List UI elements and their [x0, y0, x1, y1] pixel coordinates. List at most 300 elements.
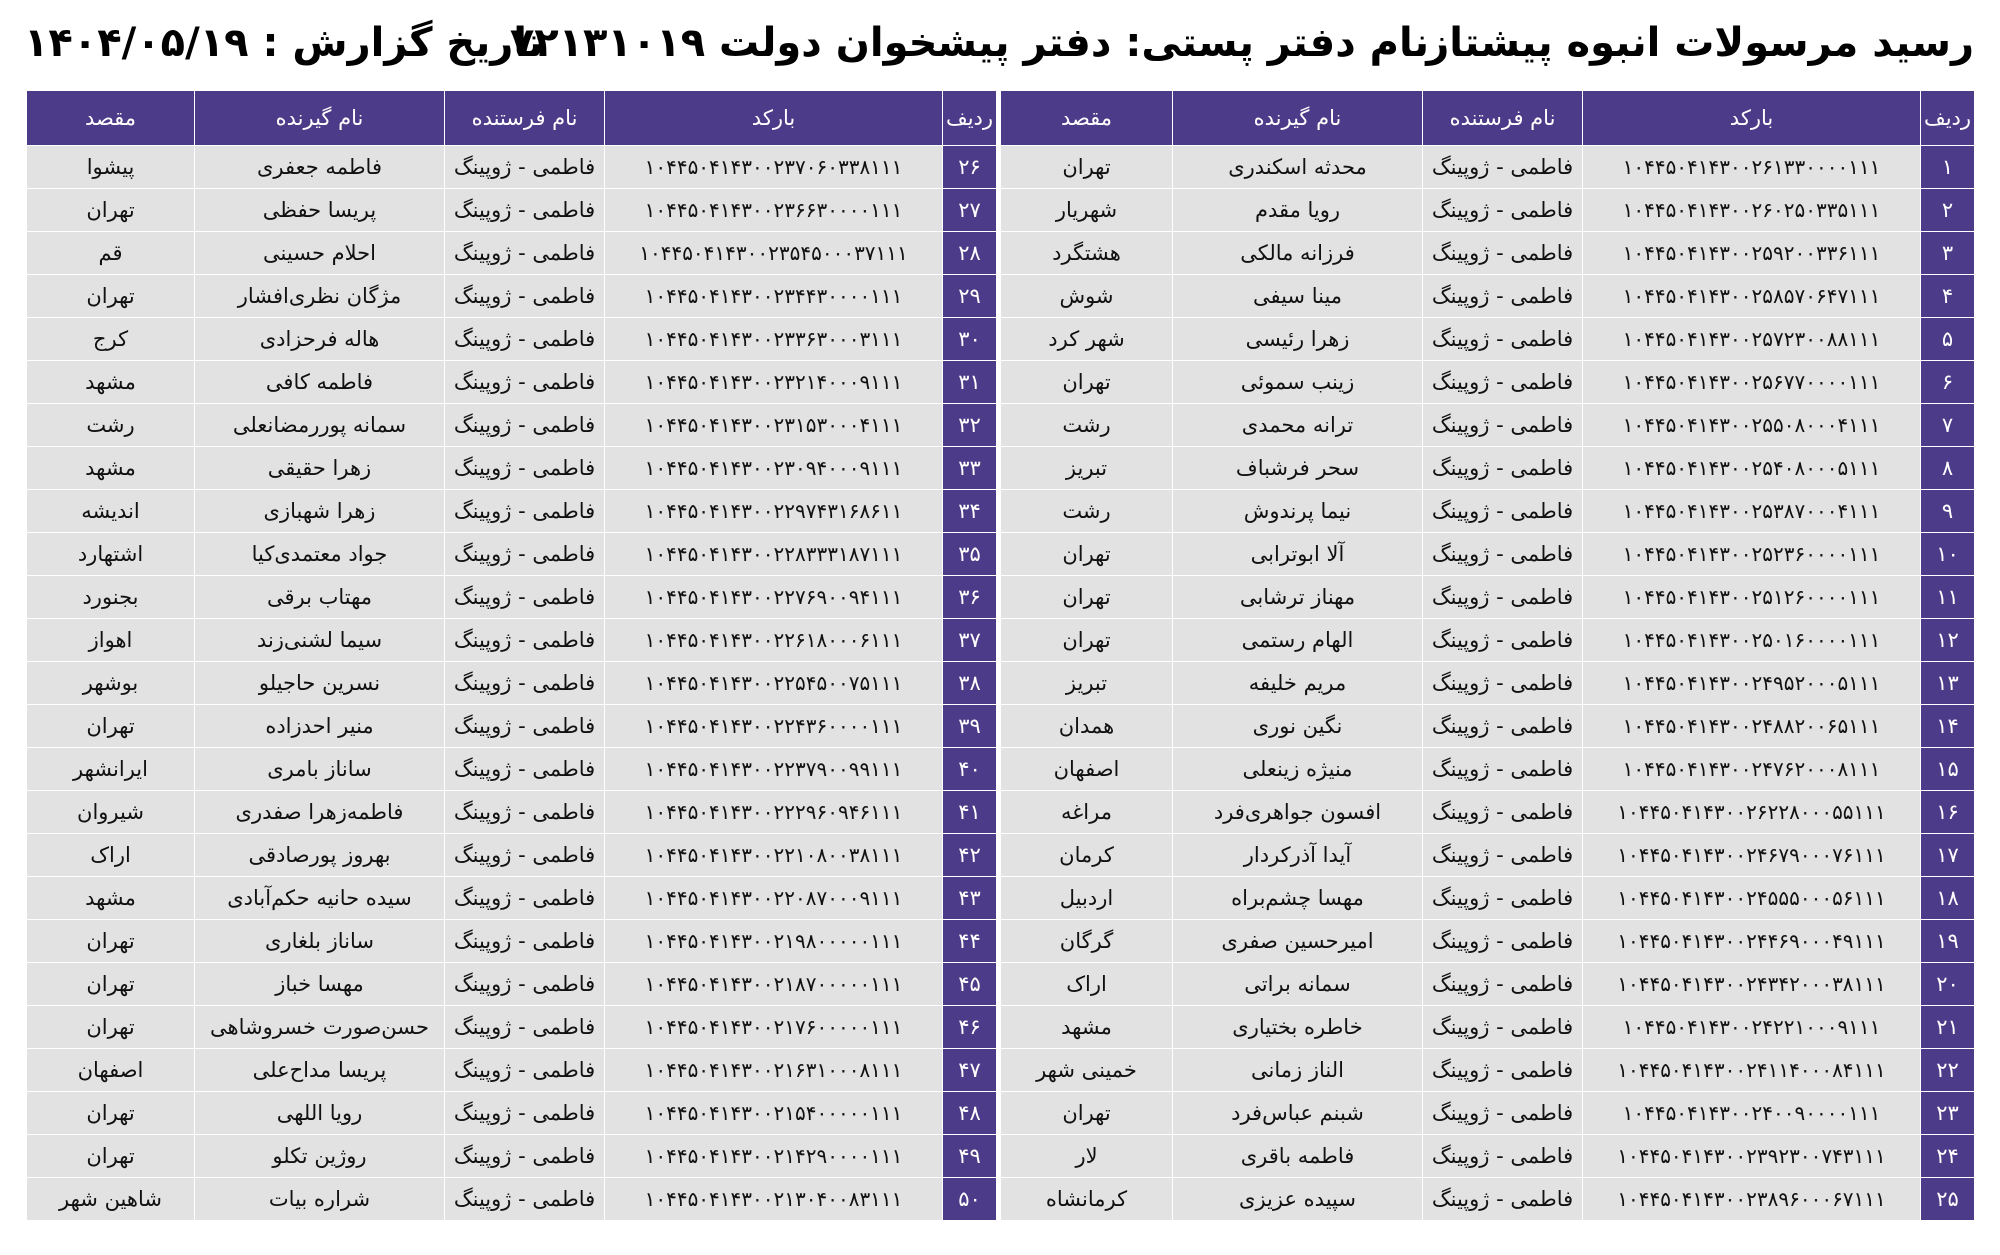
- table-row: [27, 490, 1975, 533]
- barcode-cell: ۱۰۴۴۵۰۴۱۴۳۰۰۲۵۴۰۸۰۰۰۵۱۱۱: [1583, 447, 1921, 490]
- table-row: [27, 705, 1975, 748]
- barcode-cell: ۱۰۴۴۵۰۴۱۴۳۰۰۲۳۹۲۳۰۰۷۴۳۱۱۱: [1583, 1135, 1921, 1178]
- barcode-cell: ۱۰۴۴۵۰۴۱۴۳۰۰۲۲۰۸۷۰۰۰۹۱۱۱: [605, 877, 943, 920]
- sender-cell: فاطمی - ژوپینگ: [1423, 318, 1583, 361]
- table-row: [27, 146, 1975, 189]
- table-row: [27, 404, 1975, 447]
- receiver-cell: نگین نوری: [1173, 705, 1423, 748]
- receiver-cell: الناز زمانی: [1173, 1049, 1423, 1092]
- destination-cell: مشهد: [27, 361, 195, 404]
- receiver-cell: هاله فرحزادی: [195, 318, 445, 361]
- receiver-cell: فاطمه‌زهرا صفدری: [195, 791, 445, 834]
- barcode-cell: ۱۰۴۴۵۰۴۱۴۳۰۰۲۱۷۶۰۰۰۰۰۱۱۱: [605, 1006, 943, 1049]
- column-gap: [997, 361, 1001, 404]
- barcode-cell: ۱۰۴۴۵۰۴۱۴۳۰۰۲۲۴۳۶۰۰۰۰۱۱۱: [605, 705, 943, 748]
- column-gap: [997, 447, 1001, 490]
- column-gap: [997, 834, 1001, 877]
- sender-cell: فاطمی - ژوپینگ: [445, 705, 605, 748]
- barcode-cell: ۱۰۴۴۵۰۴۱۴۳۰۰۲۴۳۴۲۰۰۰۳۸۱۱۱: [1583, 963, 1921, 1006]
- row-number-cell: ۳۱: [943, 361, 997, 404]
- receiver-cell: نسرین حاجیلو: [195, 662, 445, 705]
- row-number-cell: ۱۷: [1921, 834, 1975, 877]
- column-gap: [997, 662, 1001, 705]
- row-number-cell: ۳۵: [943, 533, 997, 576]
- destination-cell: شوش: [1001, 275, 1173, 318]
- sender-cell: فاطمی - ژوپینگ: [1423, 404, 1583, 447]
- table-row: [27, 533, 1975, 576]
- row-number-cell: ۲۸: [943, 232, 997, 275]
- receiver-cell: سحر فرشباف: [1173, 447, 1423, 490]
- sender-cell: فاطمی - ژوپینگ: [445, 834, 605, 877]
- sender-cell: فاطمی - ژوپینگ: [445, 1049, 605, 1092]
- destination-cell: رشت: [27, 404, 195, 447]
- barcode-cell: ۱۰۴۴۵۰۴۱۴۳۰۰۲۱۸۷۰۰۰۰۰۱۱۱: [605, 963, 943, 1006]
- column-gap: [997, 619, 1001, 662]
- barcode-cell: ۱۰۴۴۵۰۴۱۴۳۰۰۲۴۱۱۴۰۰۰۸۴۱۱۱: [1583, 1049, 1921, 1092]
- row-number-cell: ۳: [1921, 232, 1975, 275]
- row-number-cell: ۲۷: [943, 189, 997, 232]
- table-row: [27, 232, 1975, 275]
- table-body: [27, 146, 1975, 1221]
- destination-cell: اراک: [27, 834, 195, 877]
- barcode-cell: ۱۰۴۴۵۰۴۱۴۳۰۰۲۵۰۱۶۰۰۰۰۱۱۱: [1583, 619, 1921, 662]
- sender-cell: فاطمی - ژوپینگ: [1423, 834, 1583, 877]
- destination-cell: اصفهان: [27, 1049, 195, 1092]
- destination-cell: تهران: [27, 1006, 195, 1049]
- header-receiver: نام گیرنده: [1173, 91, 1423, 146]
- row-number-cell: ۵: [1921, 318, 1975, 361]
- sender-cell: فاطمی - ژوپینگ: [1423, 275, 1583, 318]
- sender-cell: فاطمی - ژوپینگ: [1423, 1135, 1583, 1178]
- sender-cell: فاطمی - ژوپینگ: [1423, 920, 1583, 963]
- sender-cell: فاطمی - ژوپینگ: [1423, 533, 1583, 576]
- receiver-cell: الهام رستمی: [1173, 619, 1423, 662]
- column-gap: [997, 877, 1001, 920]
- sender-cell: فاطمی - ژوپینگ: [1423, 619, 1583, 662]
- barcode-cell: ۱۰۴۴۵۰۴۱۴۳۰۰۲۵۶۷۷۰۰۰۰۱۱۱: [1583, 361, 1921, 404]
- barcode-cell: ۱۰۴۴۵۰۴۱۴۳۰۰۲۳۷۰۶۰۳۳۸۱۱۱: [605, 146, 943, 189]
- destination-cell: شیروان: [27, 791, 195, 834]
- receiver-cell: ترانه محمدی: [1173, 404, 1423, 447]
- sender-cell: فاطمی - ژوپینگ: [445, 490, 605, 533]
- receiver-cell: ساناز بامری: [195, 748, 445, 791]
- receiver-cell: سپیده عزیزی: [1173, 1178, 1423, 1221]
- sender-cell: فاطمی - ژوپینگ: [445, 189, 605, 232]
- sender-cell: فاطمی - ژوپینگ: [445, 404, 605, 447]
- receiver-cell: فاطمه کافی: [195, 361, 445, 404]
- barcode-cell: ۱۰۴۴۵۰۴۱۴۳۰۰۲۴۷۶۲۰۰۰۸۱۱۱: [1583, 748, 1921, 791]
- receiver-cell: امیرحسین صفری: [1173, 920, 1423, 963]
- barcode-cell: ۱۰۴۴۵۰۴۱۴۳۰۰۲۲۲۹۶۰۹۴۶۱۱۱: [605, 791, 943, 834]
- sender-cell: فاطمی - ژوپینگ: [445, 533, 605, 576]
- destination-cell: مشهد: [27, 877, 195, 920]
- sender-cell: فاطمی - ژوپینگ: [1423, 490, 1583, 533]
- column-gap: [997, 963, 1001, 1006]
- row-number-cell: ۱۹: [1921, 920, 1975, 963]
- sender-cell: فاطمی - ژوپینگ: [445, 920, 605, 963]
- row-number-cell: ۹: [1921, 490, 1975, 533]
- barcode-cell: ۱۰۴۴۵۰۴۱۴۳۰۰۲۵۷۲۳۰۰۸۸۱۱۱: [1583, 318, 1921, 361]
- receiver-cell: افسون جواهری‌فرد: [1173, 791, 1423, 834]
- barcode-cell: ۱۰۴۴۵۰۴۱۴۳۰۰۲۶۰۲۵۰۳۳۵۱۱۱: [1583, 189, 1921, 232]
- report-title: رسید مرسولات انبوه پیشتاز: [1426, 20, 1974, 66]
- barcode-cell: ۱۰۴۴۵۰۴۱۴۳۰۰۲۱۳۰۴۰۰۸۳۱۱۱: [605, 1178, 943, 1221]
- table-row: [27, 361, 1975, 404]
- destination-cell: تهران: [1001, 576, 1173, 619]
- column-gap: [997, 490, 1001, 533]
- header-sender: نام فرستنده: [445, 91, 605, 146]
- barcode-cell: ۱۰۴۴۵۰۴۱۴۳۰۰۲۵۵۰۸۰۰۰۴۱۱۱: [1583, 404, 1921, 447]
- barcode-cell: ۱۰۴۴۵۰۴۱۴۳۰۰۲۳۸۹۶۰۰۰۶۷۱۱۱: [1583, 1178, 1921, 1221]
- column-gap: [997, 705, 1001, 748]
- sender-cell: فاطمی - ژوپینگ: [445, 619, 605, 662]
- receiver-cell: خاطره بختیاری: [1173, 1006, 1423, 1049]
- row-number-cell: ۲۴: [1921, 1135, 1975, 1178]
- row-number-cell: ۲۲: [1921, 1049, 1975, 1092]
- sender-cell: فاطمی - ژوپینگ: [1423, 232, 1583, 275]
- report-date-value: ۱۴۰۴/۰۵/۱۹: [24, 20, 249, 66]
- sender-cell: فاطمی - ژوپینگ: [1423, 748, 1583, 791]
- destination-cell: تبریز: [1001, 662, 1173, 705]
- row-number-cell: ۴۵: [943, 963, 997, 1006]
- table-row: [27, 963, 1975, 1006]
- barcode-cell: ۱۰۴۴۵۰۴۱۴۳۰۰۲۴۸۸۲۰۰۶۵۱۱۱: [1583, 705, 1921, 748]
- sender-cell: فاطمی - ژوپینگ: [445, 275, 605, 318]
- destination-cell: شهر کرد: [1001, 318, 1173, 361]
- receiver-cell: مهسا خباز: [195, 963, 445, 1006]
- barcode-cell: ۱۰۴۴۵۰۴۱۴۳۰۰۲۴۶۷۹۰۰۰۷۶۱۱۱: [1583, 834, 1921, 877]
- receiver-cell: محدثه اسکندری: [1173, 146, 1423, 189]
- destination-cell: اشتهارد: [27, 533, 195, 576]
- destination-cell: تهران: [27, 963, 195, 1006]
- barcode-cell: ۱۰۴۴۵۰۴۱۴۳۰۰۲۳۳۶۳۰۰۰۳۱۱۱: [605, 318, 943, 361]
- row-number-cell: ۱۵: [1921, 748, 1975, 791]
- destination-cell: کرج: [27, 318, 195, 361]
- barcode-cell: ۱۰۴۴۵۰۴۱۴۳۰۰۲۶۲۲۸۰۰۰۵۵۱۱۱: [1583, 791, 1921, 834]
- table-row: [27, 791, 1975, 834]
- table-row: [27, 1049, 1975, 1092]
- barcode-cell: ۱۰۴۴۵۰۴۱۴۳۰۰۲۲۵۴۵۰۰۷۵۱۱۱: [605, 662, 943, 705]
- destination-cell: مراغه: [1001, 791, 1173, 834]
- sender-cell: فاطمی - ژوپینگ: [445, 1178, 605, 1221]
- column-gap: [997, 533, 1001, 576]
- table-row: [27, 748, 1975, 791]
- row-number-cell: ۸: [1921, 447, 1975, 490]
- barcode-cell: ۱۰۴۴۵۰۴۱۴۳۰۰۲۳۰۹۴۰۰۰۹۱۱۱: [605, 447, 943, 490]
- table-row: [27, 662, 1975, 705]
- row-number-cell: ۳۸: [943, 662, 997, 705]
- barcode-cell: ۱۰۴۴۵۰۴۱۴۳۰۰۲۵۳۸۷۰۰۰۴۱۱۱: [1583, 490, 1921, 533]
- sender-cell: فاطمی - ژوپینگ: [445, 877, 605, 920]
- table-row: [27, 189, 1975, 232]
- sender-cell: فاطمی - ژوپینگ: [1423, 791, 1583, 834]
- barcode-cell: ۱۰۴۴۵۰۴۱۴۳۰۰۲۱۹۸۰۰۰۰۰۱۱۱: [605, 920, 943, 963]
- sender-cell: فاطمی - ژوپینگ: [445, 318, 605, 361]
- sender-cell: فاطمی - ژوپینگ: [1423, 877, 1583, 920]
- receiver-cell: ساناز بلغاری: [195, 920, 445, 963]
- barcode-cell: ۱۰۴۴۵۰۴۱۴۳۰۰۲۴۲۲۱۰۰۰۹۱۱۱: [1583, 1006, 1921, 1049]
- barcode-cell: ۱۰۴۴۵۰۴۱۴۳۰۰۲۳۲۱۴۰۰۰۹۱۱۱: [605, 361, 943, 404]
- table-row: [27, 920, 1975, 963]
- barcode-cell: ۱۰۴۴۵۰۴۱۴۳۰۰۲۵۸۵۷۰۶۴۷۱۱۱: [1583, 275, 1921, 318]
- destination-cell: اهواز: [27, 619, 195, 662]
- header-row-number: ردیف: [1921, 91, 1975, 146]
- row-number-cell: ۳۲: [943, 404, 997, 447]
- barcode-cell: ۱۰۴۴۵۰۴۱۴۳۰۰۲۴۰۰۹۰۰۰۰۱۱۱: [1583, 1092, 1921, 1135]
- sender-cell: فاطمی - ژوپینگ: [1423, 1006, 1583, 1049]
- sender-cell: فاطمی - ژوپینگ: [1423, 1178, 1583, 1221]
- row-number-cell: ۳۶: [943, 576, 997, 619]
- row-number-cell: ۴۹: [943, 1135, 997, 1178]
- report-header: [24, 0, 1974, 86]
- column-gap: [997, 404, 1001, 447]
- sender-cell: فاطمی - ژوپینگ: [1423, 189, 1583, 232]
- row-number-cell: ۴۳: [943, 877, 997, 920]
- receiver-cell: نیما پرندوش: [1173, 490, 1423, 533]
- header-receiver: نام گیرنده: [195, 91, 445, 146]
- row-number-cell: ۱۴: [1921, 705, 1975, 748]
- destination-cell: مشهد: [1001, 1006, 1173, 1049]
- destination-cell: بجنورد: [27, 576, 195, 619]
- barcode-cell: ۱۰۴۴۵۰۴۱۴۳۰۰۲۳۶۶۳۰۰۰۰۱۱۱: [605, 189, 943, 232]
- row-number-cell: ۱۶: [1921, 791, 1975, 834]
- barcode-cell: ۱۰۴۴۵۰۴۱۴۳۰۰۲۵۲۳۶۰۰۰۰۱۱۱: [1583, 533, 1921, 576]
- row-number-cell: ۲۰: [1921, 963, 1975, 1006]
- receiver-cell: سمانه براتی: [1173, 963, 1423, 1006]
- sender-cell: فاطمی - ژوپینگ: [445, 748, 605, 791]
- destination-cell: بوشهر: [27, 662, 195, 705]
- barcode-cell: ۱۰۴۴۵۰۴۱۴۳۰۰۲۱۵۴۰۰۰۰۰۱۱۱: [605, 1092, 943, 1135]
- barcode-cell: ۱۰۴۴۵۰۴۱۴۳۰۰۲۲۸۳۳۳۱۸۷۱۱۱: [605, 533, 943, 576]
- barcode-cell: ۱۰۴۴۵۰۴۱۴۳۰۰۲۱۴۲۹۰۰۰۰۱۱۱: [605, 1135, 943, 1178]
- destination-cell: شاهین شهر: [27, 1178, 195, 1221]
- row-number-cell: ۴۸: [943, 1092, 997, 1135]
- table-row: [27, 1006, 1975, 1049]
- row-number-cell: ۴۷: [943, 1049, 997, 1092]
- sender-cell: فاطمی - ژوپینگ: [445, 1092, 605, 1135]
- table-row: [27, 275, 1975, 318]
- row-number-cell: ۱: [1921, 146, 1975, 189]
- receiver-cell: احلام حسینی: [195, 232, 445, 275]
- destination-cell: رشت: [1001, 404, 1173, 447]
- receiver-cell: آلا ابوترابی: [1173, 533, 1423, 576]
- column-gap: [997, 189, 1001, 232]
- receiver-cell: زهرا رئیسی: [1173, 318, 1423, 361]
- receiver-cell: روژین تکلو: [195, 1135, 445, 1178]
- destination-cell: تهران: [27, 705, 195, 748]
- column-gap: [997, 1178, 1001, 1221]
- report-date: [24, 18, 543, 68]
- table-header-row: [27, 91, 1975, 146]
- destination-cell: تهران: [1001, 361, 1173, 404]
- column-gap: [997, 576, 1001, 619]
- destination-cell: اصفهان: [1001, 748, 1173, 791]
- receiver-cell: زهرا حقیقی: [195, 447, 445, 490]
- destination-cell: ایرانشهر: [27, 748, 195, 791]
- destination-cell: گرگان: [1001, 920, 1173, 963]
- destination-cell: تبریز: [1001, 447, 1173, 490]
- column-gap: [997, 748, 1001, 791]
- table-row: [27, 877, 1975, 920]
- destination-cell: هشتگرد: [1001, 232, 1173, 275]
- destination-cell: همدان: [1001, 705, 1173, 748]
- receiver-cell: آیدا آذرکردار: [1173, 834, 1423, 877]
- receiver-cell: فاطمه جعفری: [195, 146, 445, 189]
- barcode-cell: ۱۰۴۴۵۰۴۱۴۳۰۰۲۳۴۴۳۰۰۰۰۱۱۱: [605, 275, 943, 318]
- table-row: [27, 1092, 1975, 1135]
- sender-cell: فاطمی - ژوپینگ: [445, 232, 605, 275]
- destination-cell: تهران: [27, 1135, 195, 1178]
- destination-cell: قم: [27, 232, 195, 275]
- table-row: [27, 576, 1975, 619]
- header-barcode: بارکد: [605, 91, 943, 146]
- row-number-cell: ۱۱: [1921, 576, 1975, 619]
- destination-cell: لار: [1001, 1135, 1173, 1178]
- row-number-cell: ۲۹: [943, 275, 997, 318]
- destination-cell: اردبیل: [1001, 877, 1173, 920]
- header-barcode: بارکد: [1583, 91, 1921, 146]
- barcode-cell: ۱۰۴۴۵۰۴۱۴۳۰۰۲۲۱۰۸۰۰۳۸۱۱۱: [605, 834, 943, 877]
- column-gap: [997, 91, 1001, 146]
- destination-cell: اراک: [1001, 963, 1173, 1006]
- destination-cell: تهران: [1001, 146, 1173, 189]
- column-gap: [997, 232, 1001, 275]
- sender-cell: فاطمی - ژوپینگ: [445, 963, 605, 1006]
- sender-cell: فاطمی - ژوپینگ: [1423, 662, 1583, 705]
- sender-cell: فاطمی - ژوپینگ: [1423, 1092, 1583, 1135]
- sender-cell: فاطمی - ژوپینگ: [1423, 1049, 1583, 1092]
- receiver-cell: سمانه پوررمضانعلی: [195, 404, 445, 447]
- receiver-cell: فرزانه مالکی: [1173, 232, 1423, 275]
- receiver-cell: رویا مقدم: [1173, 189, 1423, 232]
- receiver-cell: بهروز پورصادقی: [195, 834, 445, 877]
- receiver-cell: سیده حانیه حکم‌آبادی: [195, 877, 445, 920]
- barcode-cell: ۱۰۴۴۵۰۴۱۴۳۰۰۲۶۱۳۳۰۰۰۰۱۱۱: [1583, 146, 1921, 189]
- receiver-cell: پریسا مداح‌علی: [195, 1049, 445, 1092]
- destination-cell: تهران: [27, 189, 195, 232]
- destination-cell: تهران: [1001, 619, 1173, 662]
- column-gap: [997, 275, 1001, 318]
- row-number-cell: ۴۱: [943, 791, 997, 834]
- row-number-cell: ۲۵: [1921, 1178, 1975, 1221]
- row-number-cell: ۲۱: [1921, 1006, 1975, 1049]
- destination-cell: کرمانشاه: [1001, 1178, 1173, 1221]
- receiver-cell: مژگان نظری‌افشار: [195, 275, 445, 318]
- column-gap: [997, 1135, 1001, 1178]
- destination-cell: رشت: [1001, 490, 1173, 533]
- header-row-number: ردیف: [943, 91, 997, 146]
- barcode-cell: ۱۰۴۴۵۰۴۱۴۳۰۰۲۵۹۲۰۰۳۳۶۱۱۱: [1583, 232, 1921, 275]
- column-gap: [997, 1006, 1001, 1049]
- column-gap: [997, 1092, 1001, 1135]
- header-destination: مقصد: [27, 91, 195, 146]
- row-number-cell: ۲۳: [1921, 1092, 1975, 1135]
- receiver-cell: مهسا چشم‌براه: [1173, 877, 1423, 920]
- column-gap: [997, 1049, 1001, 1092]
- column-gap: [997, 791, 1001, 834]
- row-number-cell: ۶: [1921, 361, 1975, 404]
- barcode-cell: ۱۰۴۴۵۰۴۱۴۳۰۰۲۳۱۵۳۰۰۰۴۱۱۱: [605, 404, 943, 447]
- barcode-cell: ۱۰۴۴۵۰۴۱۴۳۰۰۲۲۹۷۴۳۱۶۸۶۱۱: [605, 490, 943, 533]
- header-sender: نام فرستنده: [1423, 91, 1583, 146]
- receiver-cell: شراره بیات: [195, 1178, 445, 1221]
- receiver-cell: مینا سیفی: [1173, 275, 1423, 318]
- sender-cell: فاطمی - ژوپینگ: [445, 1135, 605, 1178]
- receiver-cell: منیر احدزاده: [195, 705, 445, 748]
- receiver-cell: زینب سموئی: [1173, 361, 1423, 404]
- table-row: [27, 1178, 1975, 1221]
- column-gap: [997, 920, 1001, 963]
- barcode-cell: ۱۰۴۴۵۰۴۱۴۳۰۰۲۴۴۶۹۰۰۰۴۹۱۱۱: [1583, 920, 1921, 963]
- header-destination: مقصد: [1001, 91, 1173, 146]
- sender-cell: فاطمی - ژوپینگ: [445, 361, 605, 404]
- destination-cell: پیشوا: [27, 146, 195, 189]
- post-office-label: نام دفتر پستی:: [1125, 20, 1429, 66]
- receiver-cell: شبنم عباس‌فرد: [1173, 1092, 1423, 1135]
- receiver-cell: پریسا حفظی: [195, 189, 445, 232]
- destination-cell: شهریار: [1001, 189, 1173, 232]
- receiver-cell: سیما لشنی‌زند: [195, 619, 445, 662]
- destination-cell: خمینی شهر: [1001, 1049, 1173, 1092]
- receiver-cell: منیژه زینعلی: [1173, 748, 1423, 791]
- sender-cell: فاطمی - ژوپینگ: [445, 447, 605, 490]
- row-number-cell: ۱۰: [1921, 533, 1975, 576]
- barcode-cell: ۱۰۴۴۵۰۴۱۴۳۰۰۲۲۳۷۹۰۰۹۹۱۱۱: [605, 748, 943, 791]
- row-number-cell: ۲: [1921, 189, 1975, 232]
- sender-cell: فاطمی - ژوپینگ: [445, 791, 605, 834]
- row-number-cell: ۴: [1921, 275, 1975, 318]
- row-number-cell: ۴۴: [943, 920, 997, 963]
- destination-cell: تهران: [27, 920, 195, 963]
- receiver-cell: فاطمه باقری: [1173, 1135, 1423, 1178]
- row-number-cell: ۳۳: [943, 447, 997, 490]
- receiver-cell: زهرا شهبازی: [195, 490, 445, 533]
- barcode-cell: ۱۰۴۴۵۰۴۱۴۳۰۰۲۴۵۵۵۰۰۰۵۶۱۱۱: [1583, 877, 1921, 920]
- receiver-cell: جواد معتمدی‌کیا: [195, 533, 445, 576]
- receiver-cell: حسن‌صورت خسروشاهی: [195, 1006, 445, 1049]
- sender-cell: فاطمی - ژوپینگ: [1423, 447, 1583, 490]
- sender-cell: فاطمی - ژوپینگ: [1423, 963, 1583, 1006]
- destination-cell: تهران: [1001, 533, 1173, 576]
- table-row: [27, 834, 1975, 877]
- sender-cell: فاطمی - ژوپینگ: [1423, 705, 1583, 748]
- row-number-cell: ۴۶: [943, 1006, 997, 1049]
- sender-cell: فاطمی - ژوپینگ: [445, 576, 605, 619]
- receiver-cell: رویا اللهی: [195, 1092, 445, 1135]
- barcode-cell: ۱۰۴۴۵۰۴۱۴۳۰۰۲۵۱۲۶۰۰۰۰۱۱۱: [1583, 576, 1921, 619]
- row-number-cell: ۱۳: [1921, 662, 1975, 705]
- row-number-cell: ۱۸: [1921, 877, 1975, 920]
- row-number-cell: ۴۲: [943, 834, 997, 877]
- sender-cell: فاطمی - ژوپینگ: [445, 146, 605, 189]
- row-number-cell: ۱۲: [1921, 619, 1975, 662]
- destination-cell: مشهد: [27, 447, 195, 490]
- barcode-cell: ۱۰۴۴۵۰۴۱۴۳۰۰۲۳۵۴۵۰۰۰۳۷۱۱۱: [605, 232, 943, 275]
- row-number-cell: ۷: [1921, 404, 1975, 447]
- row-number-cell: ۳۷: [943, 619, 997, 662]
- table-row: [27, 447, 1975, 490]
- row-number-cell: ۳۴: [943, 490, 997, 533]
- receiver-cell: مهناز ترشابی: [1173, 576, 1423, 619]
- barcode-cell: ۱۰۴۴۵۰۴۱۴۳۰۰۲۴۹۵۲۰۰۰۵۱۱۱: [1583, 662, 1921, 705]
- destination-cell: کرمان: [1001, 834, 1173, 877]
- column-gap: [997, 318, 1001, 361]
- sender-cell: فاطمی - ژوپینگ: [1423, 361, 1583, 404]
- row-number-cell: ۴۰: [943, 748, 997, 791]
- sender-cell: فاطمی - ژوپینگ: [1423, 146, 1583, 189]
- shipments-table: [26, 90, 1975, 1221]
- sender-cell: فاطمی - ژوپینگ: [445, 1006, 605, 1049]
